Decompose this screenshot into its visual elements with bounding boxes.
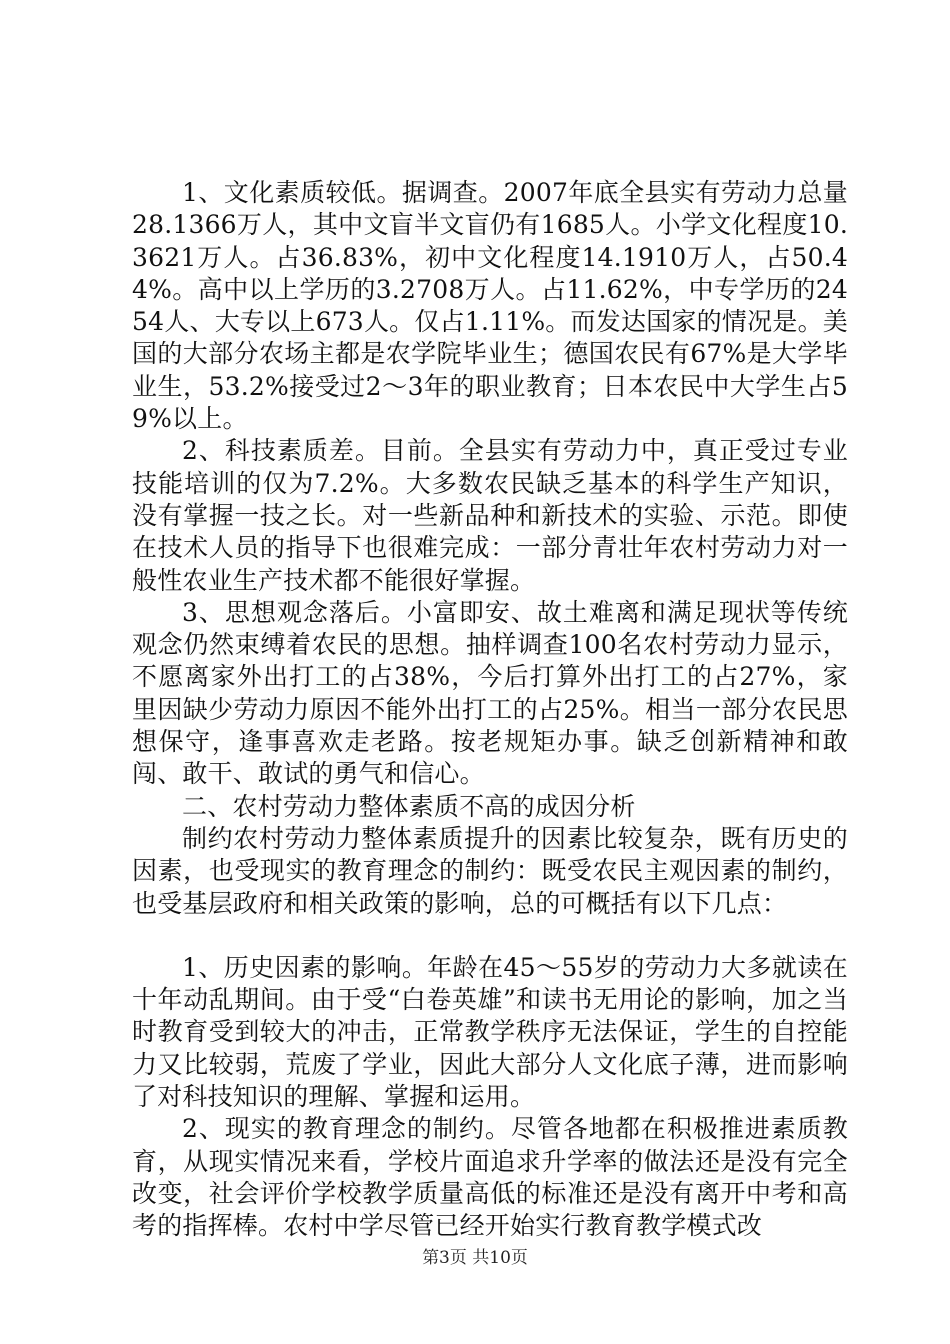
- paragraph-culture-quality: 1、文化素质较低。据调查。2007年底全县实有劳动力总量28.1366万人，其中文盲半文盲仍有1685人。小学文化程度10.3621万人。占36.83%，初中文化程度14.1910万人，占50.44%。高中以上学历的3.2708万人。占11.62%，中专学历的2454人、大专以上673人。仅占1.11%。而发达国家的情况是。美国的大部分农场主都是农学院毕业生；德国农民有67%是大学毕业生，53.2%接受过2～3年的职业教育；日本农民中大学生占59%以上。: [132, 178, 848, 434]
- paragraph-historical-factors: 1、历史因素的影响。年龄在45～55岁的劳动力大多就读在十年动乱期间。由于受“白卷英雄”和读书无用论的影响，加之当时教育受到较大的冲击，正常教学秩序无法保证，学生的自控能力又比较弱，荒废了学业，因此大部分人文化底子薄，进而影响了对科技知识的理解、掌握和运用。: [132, 952, 848, 1112]
- paragraph-cause-intro: 制约农村劳动力整体素质提升的因素比较复杂，既有历史的因素，也受现实的教育理念的制约：既受农民主观因素的制约，也受基层政府和相关政策的影响，总的可概括有以下几点：: [132, 823, 848, 918]
- page-number: 第3页 共10页: [422, 1248, 528, 1268]
- paragraph-mindset: 3、思想观念落后。小富即安、故土难离和满足现状等传统观念仍然束缚着农民的思想。抽样调查100名农村劳动力显示，不愿离家外出打工的占38%，今后打算外出打工的占27%，家里因缺少劳动力原因不能外出打工的占25%。相当一部分农民思想保守，逢事喜欢走老路。按老规矩办事。缺乏创新精神和敢闯、敢干、敢试的勇气和信心。: [132, 597, 848, 789]
- paragraph-education-constraints: 2、现实的教育理念的制约。尽管各地都在积极推进素质教育，从现实情况来看，学校片面追求升学率的做法还是没有完全改变，社会评价学校教学质量高低的标准还是没有离开中考和高考的指挥棒。农村中学尽管已经开始实行教育教学模式改: [132, 1114, 848, 1241]
- paragraph-tech-quality: 2、科技素质差。目前。全县实有劳动力中，真正受过专业技能培训的仅为7.2%。大多数农民缺乏基本的科学生产知识，没有掌握一技之长。对一些新品种和新技术的实验、示范。即使在技术人员的指导下也很难完成：一部分青壮年农村劳动力对一般性农业生产技术都不能很好掌握。: [132, 436, 848, 595]
- document-body: [132, 177, 848, 1243]
- section-heading-cause-analysis: 二、农村劳动力整体素质不高的成因分析: [182, 791, 636, 821]
- paragraph-spacer: [132, 920, 848, 952]
